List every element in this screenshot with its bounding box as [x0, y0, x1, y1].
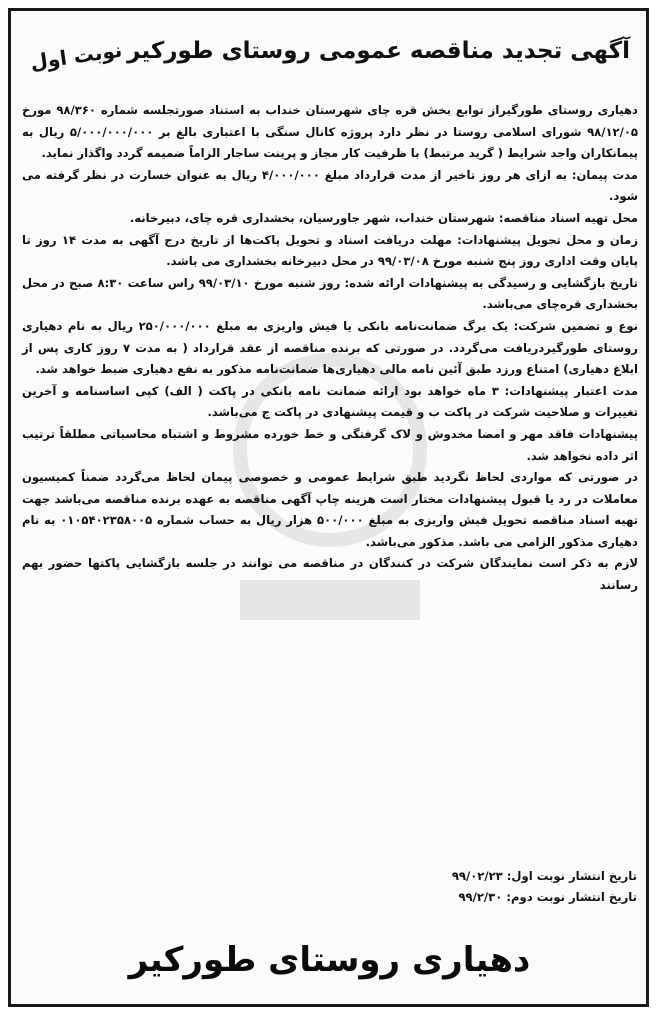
paragraph-guarantee: نوع و تضمین شرکت: یک برگ ضمانت‌نامه بانکی یا فیش واریزی به مبلغ ۲۵۰/۰۰۰/۰۰۰ ریال به نام دهیاری روستای طورگیردریافت می‌گردد. در صورتی که برنده مناقصه از عقد قرارداد ( به مدت ۷ روز کاری پس از ابلاغ دهیاری) امتناع ورزد طبق آئین نامه مالی دهیاری‌ها ضمانت‌نامه مذکور به نفع دهیاری ضبط خواهد شد. — [22, 318, 638, 377]
paragraph-invalid-bids: پیشنهادات فاقد مهر و امضا مخدوش و لاک گرفتگی و خط خورده مشروط و اشتباه محاسباتی مطلقاً ترتیب اثر داده نخواهد شد. — [22, 426, 638, 463]
notice-header — [24, 30, 636, 94]
paragraph-documents-location: محل تهیه اسناد مناقصه: شهرستان خنداب، شهر جاورسیان، بخشداری قره چای، دبیرخانه. — [129, 210, 638, 225]
paragraph-validity: مدت اعتبار پیشنهادات: ۳ ماه خواهد بود ارائه ضمانت نامه بانکی در پاکت ( الف) کپی اساسنامه و آخرین تغییرات و صلاحیت شرکت در پاکت ب و قیمت پیشنهادی در پاکت ج می‌باشد. — [22, 383, 638, 420]
paragraph-submission: زمان و محل تحویل پیشنهادات: مهلت دریافت اسناد و تحویل پاکت‌ها از تاریخ درج آگهی به مدت ۱۴ روز تا پایان وقت اداری روز پنج شنبه مورخ ۹۹/۰۳/۰۸ در محل دبیرخانه بخشداری می باشد. — [22, 232, 638, 269]
paragraph-opening: تاریخ بازگشایی و رسیدگی به پیشنهادات ارائه شده: روز شنبه مورخ ۹۹/۰۳/۱۰ راس ساعت ۸:۳۰ صبح در محل بخشداری قره‌چای می‌باشد. — [22, 275, 638, 312]
paragraph-attendance: لازم به ذکر است نمایندگان شرکت در کنندگان در مناقصه می توانند در جلسه بازگشایی پاکتها حضور بهم رسانند — [22, 556, 638, 593]
paragraph-intro: دهیاری روستای طورگیراز توابع بخش قره چای شهرستان خنداب به استناد صورتجلسه شماره ۹۸/۳۶۰ مورخ ۹۸/۱۲/۰۵ شورای اسلامی روستا در نظر دارد پروژه کانال سنگی با اعتباری بالغ بر ۵/۰۰۰/۰۰۰/۰۰۰ ریال به پیمانکاران واجد شرایط ( گرید مرتبط) با ظرفیت کار مجاز و پرینت ساجار الزاماً ضمیمه گردد واگذار نماید. — [22, 103, 638, 161]
notice-title: آگهی تجدید مناقصه عمومی روستای طورکیر — [127, 38, 630, 64]
paragraph-conditions: در صورتی که مواردی لحاظ نگردید طبق شرایط عمومی و خصوصی پیمان لحاظ می‌گردد ضمناً کمیسیون معاملات در رد یا قبول پیشنهادات مختار است هزینه چاپ آگهی مناقصه به عهده برنده مناقصه می‌باشد جهت تهیه اسناد مناقصه تحویل فیش واریزی به مبلغ ۵۰۰/۰۰۰ هزار ریال به حساب شماره ۰۱۰۵۴۰۲۳۵۸۰۰۵ به نام دهیاری مذکور الزامی می باشد. مذکور می‌باشد. — [22, 470, 638, 549]
first-publication-date: تاریخ انتشار نوبت اول: ۹۹/۰۲/۲۳ — [451, 869, 637, 883]
publication-round: نوبت اول — [28, 37, 124, 75]
issuer-signature: دهیاری روستای طورکیر — [128, 940, 531, 980]
second-publication-date: تاریخ انتشار نوبت دوم: ۹۹/۲/۳۰ — [458, 890, 637, 904]
publication-dates — [452, 866, 637, 908]
notice-footer — [8, 930, 651, 1000]
paragraph-penalty: مدت پیمان: به ازای هر روز تاخیر از مدت قرارداد مبلغ ۴/۰۰۰/۰۰۰ ریال به عنوان خسارت در نظر گرفته می شود. — [22, 167, 638, 204]
notice-body — [22, 100, 638, 597]
